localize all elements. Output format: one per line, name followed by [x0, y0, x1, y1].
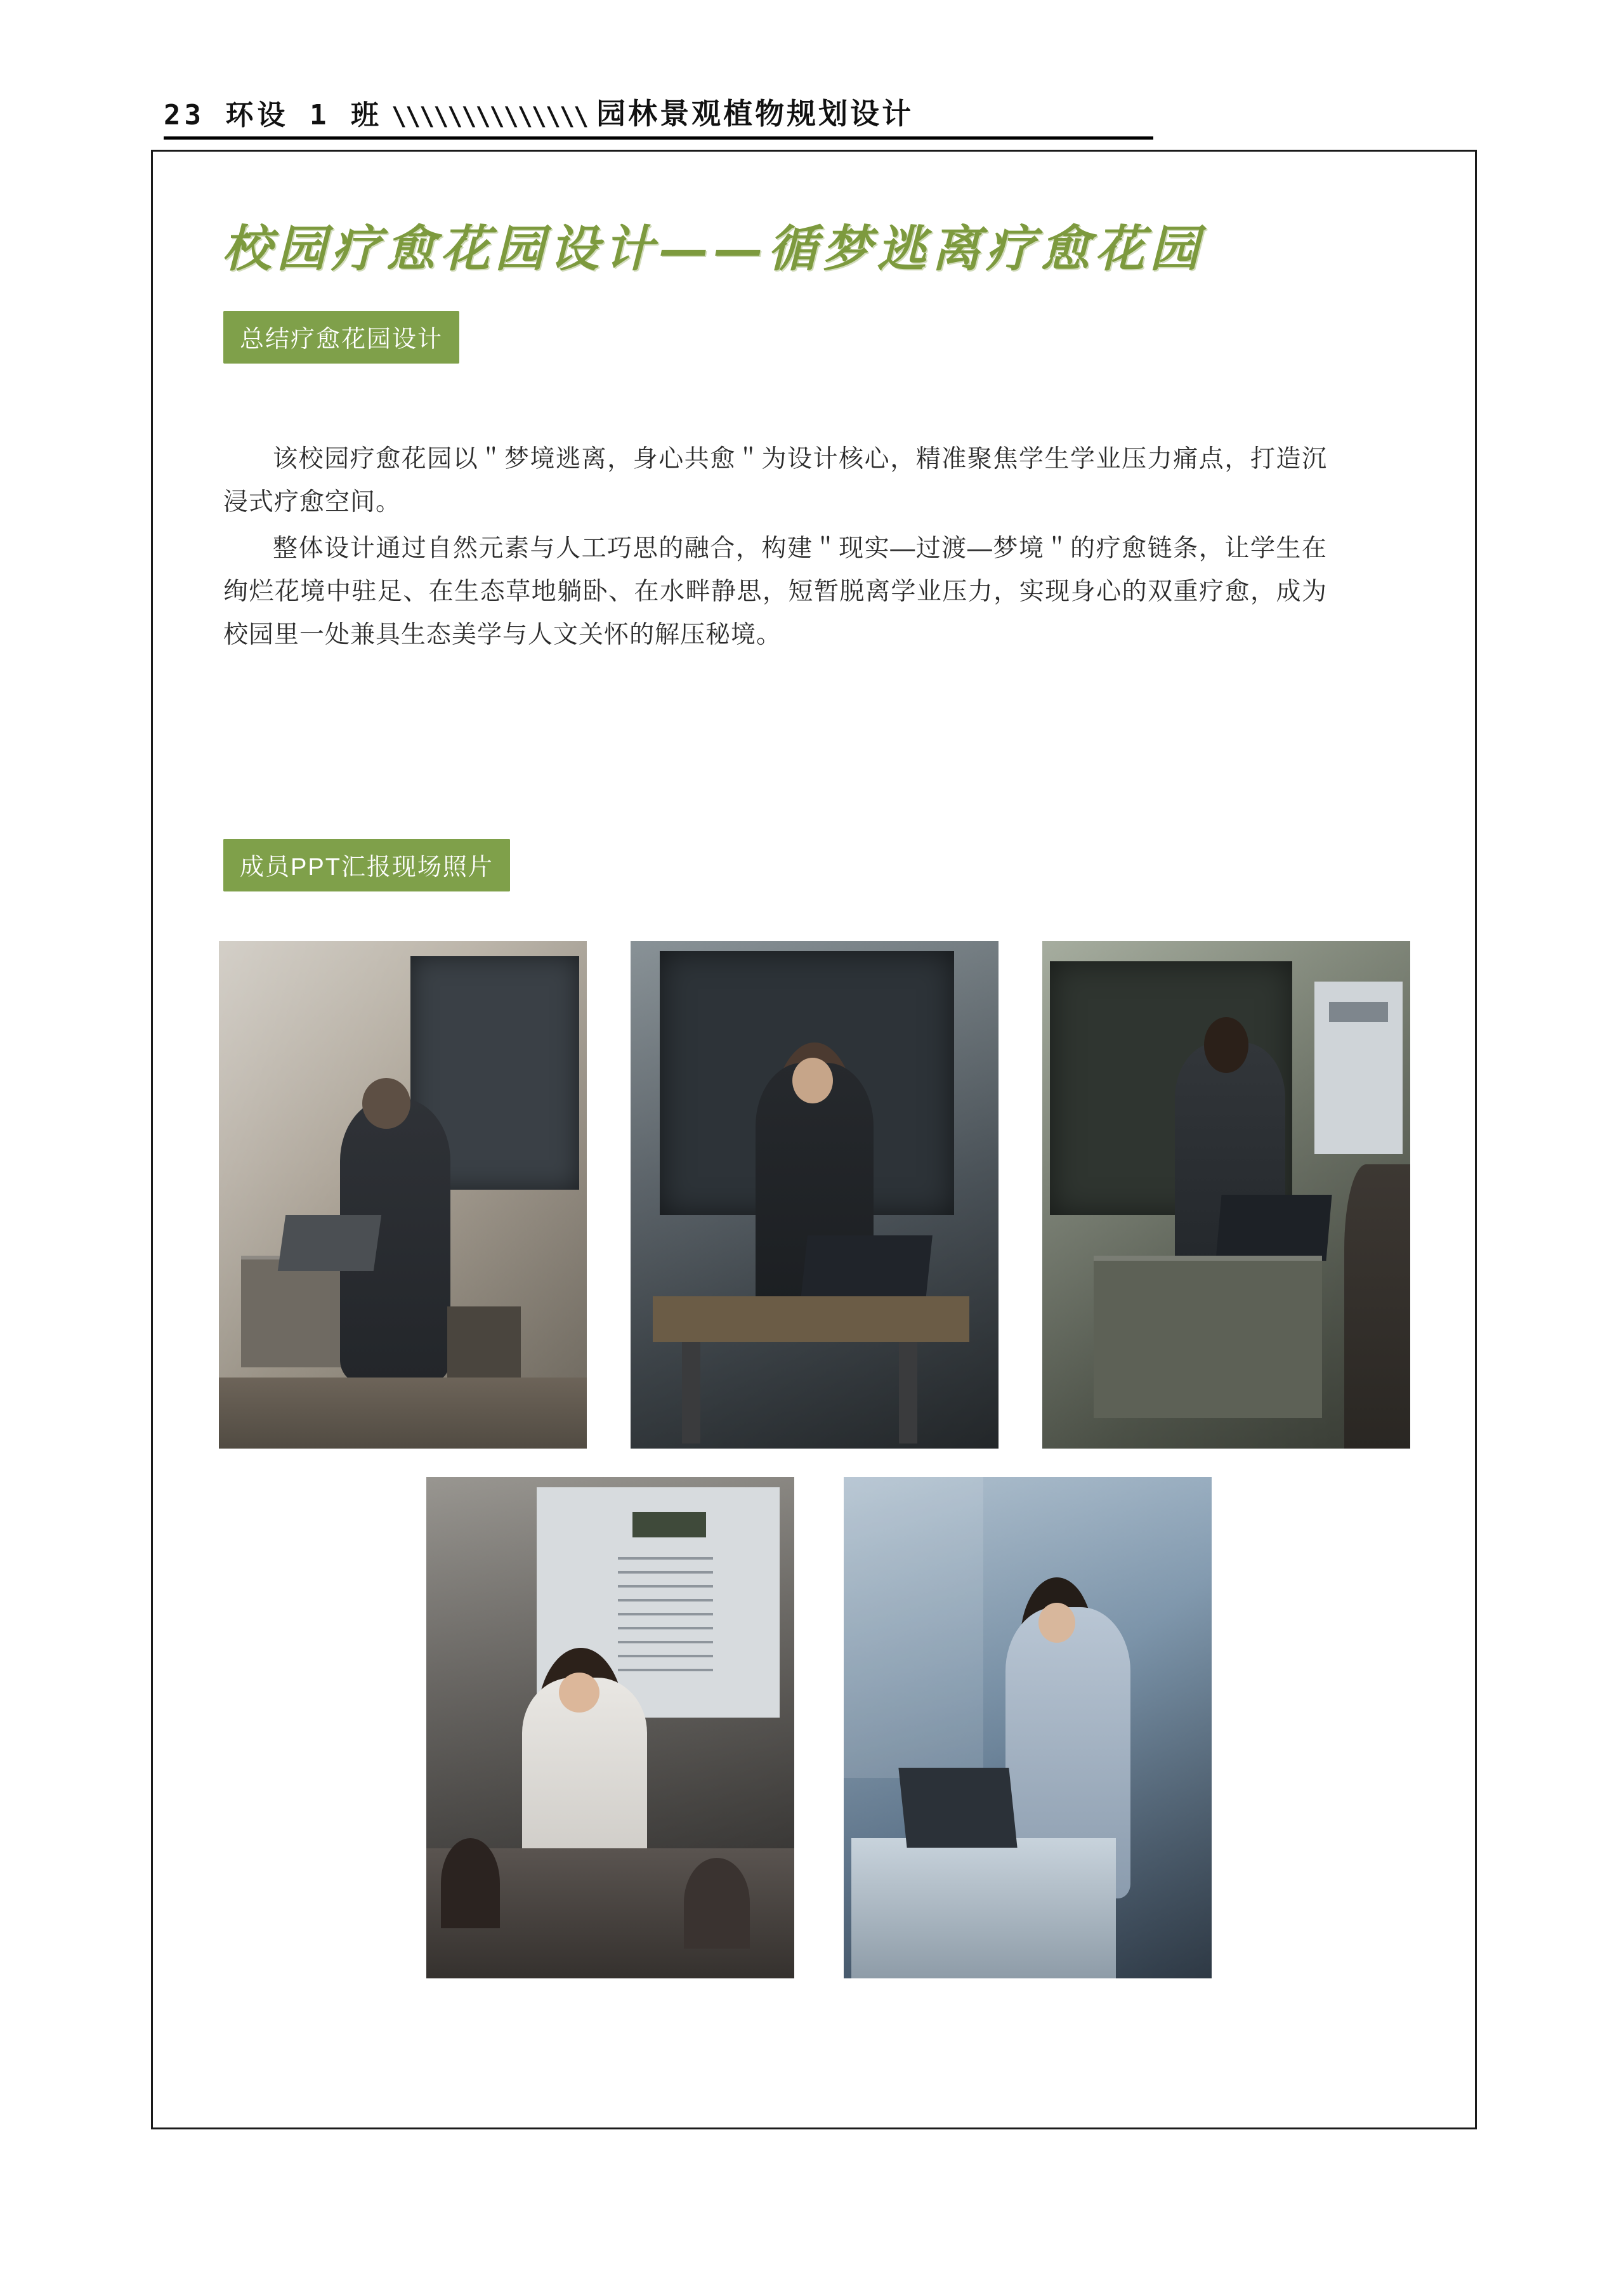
- photo-presentation-2: [631, 941, 999, 1449]
- section-tag-summary: 总结疗愈花园设计: [223, 311, 459, 364]
- header-separator: \\\\\\\\\\\\\\: [391, 102, 588, 131]
- photo-3-screen-text: [1329, 1002, 1388, 1022]
- photo-4-slide-text: [618, 1557, 714, 1678]
- photo-3-scene: [1042, 941, 1410, 1449]
- photo-4-slide-title: [632, 1512, 706, 1537]
- photo-5-scene: [844, 1477, 1212, 1978]
- photo-2-presenter-head: [792, 1058, 833, 1103]
- photo-1-floor: [219, 1378, 587, 1449]
- photo-4-audience-head-right: [684, 1858, 750, 1948]
- summary-paragraph-1: 该校园疗愈花园以＂梦境逃离，身心共愈＂为设计核心，精准聚焦学生学业压力痛点，打造沉浸式疗愈空间。: [223, 445, 1327, 516]
- section-tag-photos: 成员PPT汇报现场照片: [223, 839, 510, 891]
- photo-3-audience: [1344, 1164, 1410, 1449]
- photo-3-laptop: [1216, 1195, 1332, 1261]
- photo-5-laptop: [898, 1768, 1017, 1848]
- photo-4-audience-head-left: [441, 1838, 500, 1928]
- photo-2-desk-leg-right: [899, 1342, 917, 1443]
- photo-2-desk-leg-left: [682, 1342, 700, 1443]
- photo-5-presenter-head: [1038, 1603, 1075, 1643]
- photo-2-scene: [631, 941, 999, 1449]
- class-label: 23 环设 1 班: [164, 99, 383, 131]
- photo-3-presenter-head: [1204, 1017, 1248, 1073]
- summary-body: [223, 438, 1327, 659]
- photo-presentation-5: [844, 1477, 1212, 1978]
- summary-paragraph-2: 整体设计通过自然元素与人工巧思的融合，构建＂现实—过渡—梦境＂的疗愈链条，让学生在绚烂花境中驻足、在生态草地躺卧、在水畔静思，短暂脱离学业压力，实现身心的双重疗愈，成为校园里一处兼具生态美学与人文关怀的解压秘境。: [223, 534, 1327, 648]
- photo-3-podium: [1094, 1256, 1322, 1418]
- photo-1-presenter-head: [362, 1078, 410, 1129]
- photo-4-presenter-head: [559, 1673, 599, 1713]
- photo-5-wall: [844, 1477, 983, 1778]
- photo-presentation-4: [426, 1477, 794, 1978]
- photo-presentation-3: [1042, 941, 1410, 1449]
- photo-4-scene: [426, 1477, 794, 1978]
- photo-2-desk: [653, 1296, 969, 1342]
- page-header: [164, 95, 1153, 140]
- photo-1-scene: [219, 941, 587, 1449]
- course-title: 园林景观植物规划设计: [596, 96, 914, 131]
- photo-1-laptop: [277, 1215, 381, 1271]
- page-title: 校园疗愈花园设计——循梦逃离疗愈花园: [222, 220, 1205, 278]
- photo-presentation-1: [219, 941, 587, 1449]
- photo-5-desk: [851, 1838, 1116, 1978]
